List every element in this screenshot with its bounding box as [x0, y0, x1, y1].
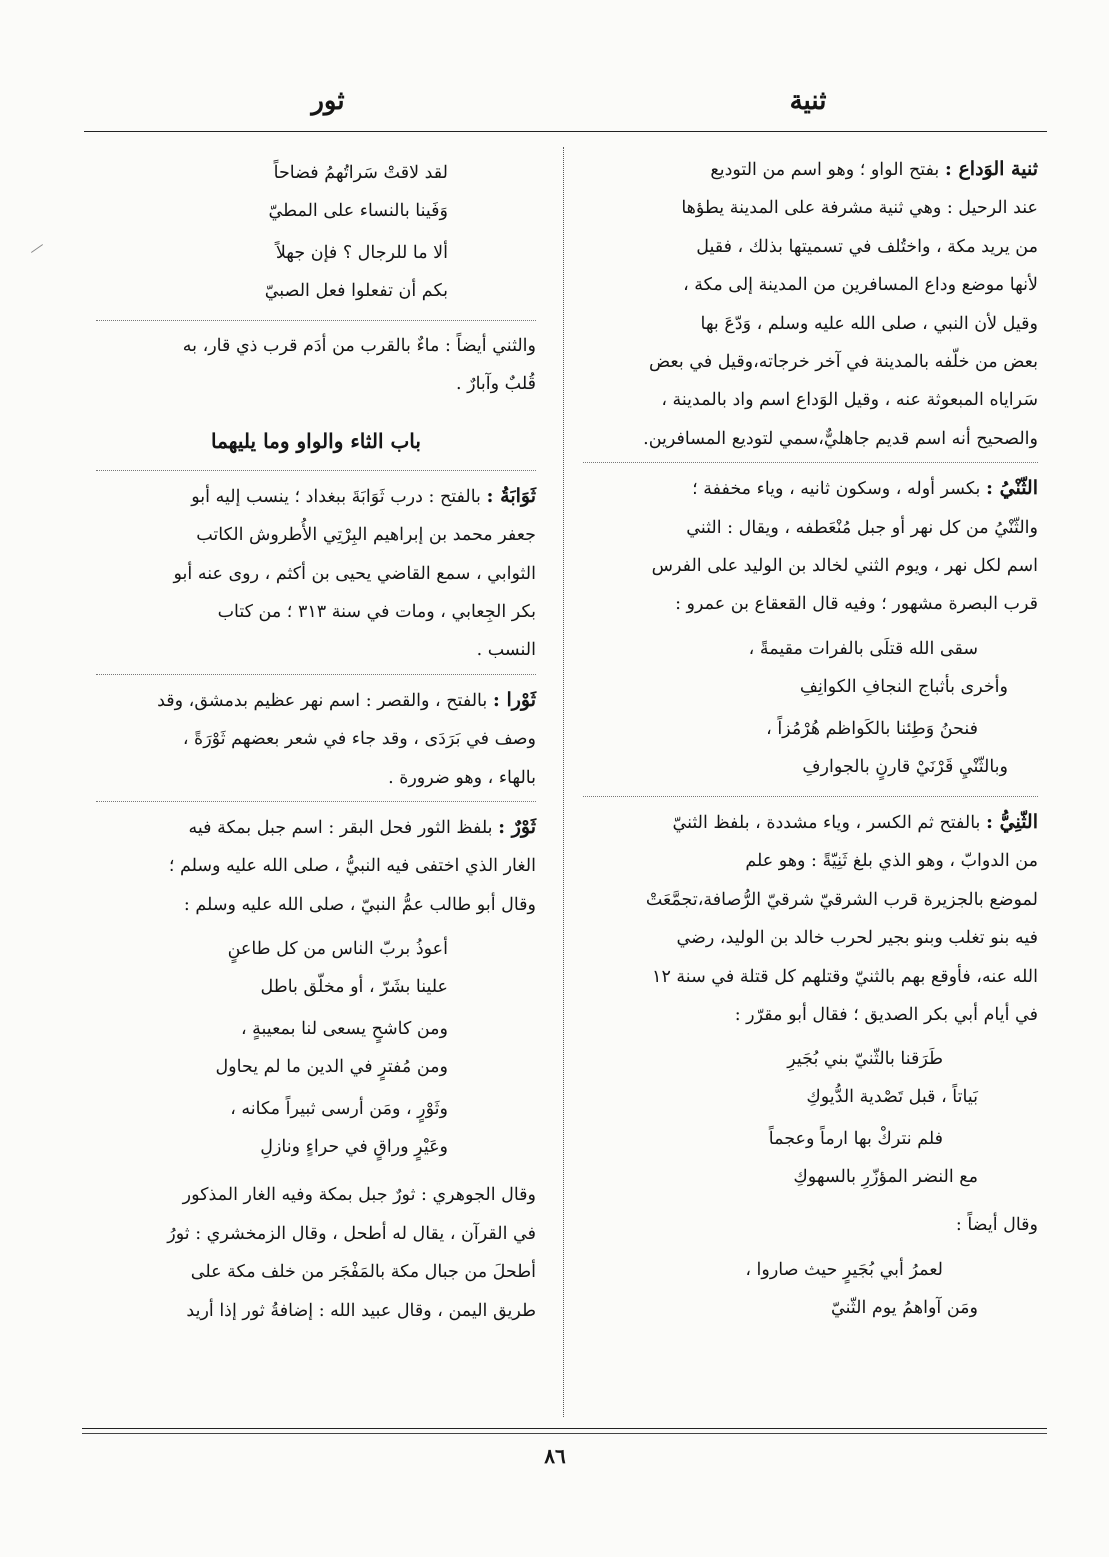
poem-verse	[583, 1040, 1038, 1116]
header-right-title: ثنية	[789, 86, 827, 116]
also-said-line: وقال أيضاً :	[955, 1215, 1038, 1236]
entry-text: وقال أبو طالب عمُّ النبيّ ، صلى الله عليه وسلم :	[183, 894, 536, 915]
entry-thawr	[96, 808, 536, 924]
entry-text: الثوابي ، سمع القاضي يحيى بن أكثم ، روى عنه أبو	[173, 563, 536, 584]
verse-second-hemistich: بَياتاً ، قبل تَصْدية الدُّيوكِ	[806, 1087, 978, 1108]
margin-pencil-mark	[31, 244, 43, 253]
page-number: ٨٦	[544, 1444, 566, 1468]
entry-text: من الدوابّ ، وهو الذي بلغ ثَنِيّةً : وهو علم	[745, 851, 1038, 872]
entry-thani-also	[96, 327, 536, 404]
verse-first-hemistich: فلم نتركْ بها ارماً وعجماً	[768, 1129, 943, 1150]
verse-second-hemistich: ومَن آواهمُ يوم الثّنيّ	[831, 1297, 978, 1318]
entry-text: بفتح الواو ؛ وهو اسم من التوديع	[710, 160, 940, 180]
entry-heading: ثنية الوَداع :	[944, 158, 1038, 180]
entry-heading: ثَوْرا :	[492, 688, 536, 711]
entry-text: سَراياه المبعوثة عنه ، وقيل الوَداع اسم واد بالمدينة ،	[661, 390, 1038, 411]
column-divider	[563, 147, 564, 1417]
entry-text: بالهاء ، وهو ضرورة .	[388, 767, 536, 788]
entry-separator	[96, 801, 536, 802]
poem-verse	[96, 234, 536, 310]
entry-text: فيه بنو تغلب وبنو بجير لحرب خالد بن الوليد، رضي	[676, 928, 1038, 949]
left-column	[96, 150, 536, 1334]
poem-verse	[96, 154, 536, 230]
header-left-title: ثور	[311, 86, 345, 116]
verse-second-hemistich: علينا بشَرّ ، أو مخلّق باطل	[260, 977, 448, 998]
verse-second-hemistich: وأخرى بأثباج النجافِ الكوانِفِ	[799, 676, 1008, 697]
footer-rule	[82, 1428, 1047, 1429]
entry-text: وقال الجوهري : ثورٌ جبل بمكة وفيه الغار المذكور	[182, 1185, 536, 1206]
entry-separator	[583, 462, 1038, 463]
poem-verse	[583, 1251, 1038, 1327]
header-rule	[84, 131, 1047, 132]
entry-thawra	[96, 681, 536, 797]
entry-text: جعفر محمد بن إبراهيم البِرْتِي الأُطروش الكاتب	[196, 525, 536, 546]
entry-text: في أيام أبي بكر الصديق ؛ فقال أبو مقرّر :	[734, 1004, 1038, 1025]
entry-text: بالفتح ثم الكسر ، وياء مشددة ، بلفظ الثنيّ	[672, 812, 981, 833]
entry-text: بالفتح : درب ثَوَابَةَ ببغداد ؛ ينسب إليه أبو	[191, 486, 481, 507]
entry-text: قرب البصرة مشهور ؛ وفيه قال القعقاع بن عمرو :	[675, 594, 1038, 615]
verse-second-hemistich: وعَيْرٍ وراقٍ في حراءٍ ونازلِ	[260, 1137, 448, 1158]
verse-second-hemistich: وبالثّنْيِ قَرْنَيْ قارنٍ بالجوارفِ	[802, 756, 1008, 777]
entry-text: من يريد مكة ، واختُلف في تسميتها بذلك ، فقيل	[696, 236, 1038, 257]
poem-qaqaa	[583, 630, 1038, 786]
verse-first-hemistich: ألا ما للرجال ؟ فإن جهلاً	[275, 243, 448, 263]
poem-verse	[583, 1120, 1038, 1196]
entry-text: والثّنْيُ من كل نهر أو جبل مُنْعَطفه ، ويقال : الثني	[686, 517, 1038, 538]
entry-heading: ثَوْرٌ :	[498, 816, 536, 839]
poem-also	[583, 1251, 1038, 1327]
entry-jawhari	[96, 1176, 536, 1330]
poem-verse	[583, 710, 1038, 786]
verse-second-hemistich: بكم أن تفعلوا فعل الصبيّ	[264, 281, 448, 301]
verse-second-hemistich: مع النضر المؤزّرِ بالسهوكِ	[793, 1167, 978, 1188]
entry-text: اسم لكل نهر ، ويوم الثني لخالد بن الوليد على الفرس	[651, 556, 1038, 577]
verse-second-hemistich: وَفَينا بالنساء على المطيّ	[268, 201, 448, 221]
poem-verse	[96, 1010, 536, 1086]
poem-verse	[96, 1090, 536, 1166]
entry-text: عند الرحيل : وهي ثنية مشرفة على المدينة يطؤها	[681, 198, 1038, 219]
entry-text: قُلبٌ وآبارٌ .	[456, 374, 536, 395]
verse-first-hemistich: سقى الله قتلَى بالفرات مقيمةً ،	[748, 638, 978, 659]
entry-text: لأنها موضع وداع المسافرين من المدينة إلى مكة ،	[683, 275, 1038, 296]
entry-althaniy	[583, 803, 1038, 1034]
entry-text: بعض من خلّفه بالمدينة في آخر خرجاته،وقيل في بعض	[648, 352, 1038, 373]
entry-text: في القرآن ، يقال له أطحل ، وقال الزمخشري : ثورُ	[167, 1223, 536, 1244]
entry-text: النسب .	[476, 640, 536, 661]
entry-text: الغار الذي اختفى فيه النبيُّ ، صلى الله عليه وسلم ؛	[168, 856, 536, 877]
poem-verse	[583, 630, 1038, 706]
entry-text: والصحيح أنه اسم قديم جاهليٌّ،سمي لتوديع المسافرين.	[643, 428, 1038, 449]
entry-text: وقيل لأن النبي ، صلى الله عليه وسلم ، وَدّعَ بها	[700, 313, 1038, 334]
entry-separator	[96, 320, 536, 321]
poem-verse	[96, 930, 536, 1006]
verse-first-hemistich: طَرَقنا بالثّنيّ بني بُجَيرِ	[787, 1049, 943, 1070]
entry-text: بلفظ الثور فحل البقر : اسم جبل بمكة فيه	[188, 818, 493, 839]
entry-text: والثني أيضاً : ماءٌ بالقرب من أدَم قرب ذي قار، به	[182, 336, 536, 356]
poem-abu-talib	[96, 930, 536, 1166]
footer-rule-inner	[82, 1433, 1047, 1434]
entry-text: لموضع بالجزيرة قرب الشرقيّ شرقيّ الرُّصافة،تجمَّعَتْ	[645, 889, 1038, 910]
entry-separator	[583, 796, 1038, 797]
verse-first-hemistich: ومن كاشحٍ يسعى لنا بمعيبةٍ ،	[240, 1019, 448, 1040]
entry-heading: الثّنِيُّ :	[986, 810, 1038, 833]
verse-first-hemistich: فنحنُ وَطِئنا بالكَواظم هُرْمُزاً ،	[766, 718, 978, 739]
poem-abu-muqarrir	[583, 1040, 1038, 1196]
entry-text: بكر الجِعابي ، ومات في سنة ٣١٣ ؛ من كتاب	[217, 602, 536, 623]
verse-first-hemistich: لقد لاقتْ سَراتُهمُ فضاحاً	[273, 163, 448, 183]
entry-text: بكسر أوله ، وسكون ثانيه ، وياء مخففة ؛	[692, 479, 981, 500]
poem-continued	[96, 154, 536, 310]
entry-heading: الثّنْيُ :	[986, 477, 1038, 500]
entry-heading: ثَوَابَةُ :	[486, 484, 536, 507]
verse-first-hemistich: أعوذُ بربّ الناس من كل طاعنٍ	[227, 939, 448, 960]
entry-text: طريق اليمن ، وقال عبيد الله : إضافةُ ثور إذا أريد	[186, 1300, 536, 1321]
entry-thaniyat-alwada	[583, 150, 1038, 458]
verse-second-hemistich: ومن مُفترٍ في الدين ما لم يحاول	[215, 1057, 448, 1078]
verse-first-hemistich: وثَوْرٍ ، ومَن أرسى ثبيراً مكانه ،	[230, 1099, 448, 1120]
entry-separator	[96, 470, 536, 471]
entry-text: الله عنه، فأوقع بهم بالثنيّ وقتلهم كل قتلة في سنة ١٢	[652, 966, 1038, 987]
verse-first-hemistich: لعمرُ أبي بُجَيرٍ حيث صاروا ،	[745, 1259, 943, 1280]
section-title: باب الثاء والواو وما يليهما	[211, 428, 421, 453]
right-column	[583, 150, 1038, 1337]
entry-text: وصف في بَرَدَى ، وقد جاء في شعر بعضهم ثَوْرَةً ،	[182, 729, 536, 750]
entry-separator	[96, 674, 536, 675]
entry-althany	[583, 469, 1038, 624]
entry-thawaba	[96, 477, 536, 670]
entry-text: أطحلَ من جبال مكة بالمَفْجَر من خلف مكة على	[190, 1262, 536, 1283]
entry-text: بالفتح ، والقصر : اسم نهر عظيم بدمشق، وقد	[157, 690, 488, 711]
